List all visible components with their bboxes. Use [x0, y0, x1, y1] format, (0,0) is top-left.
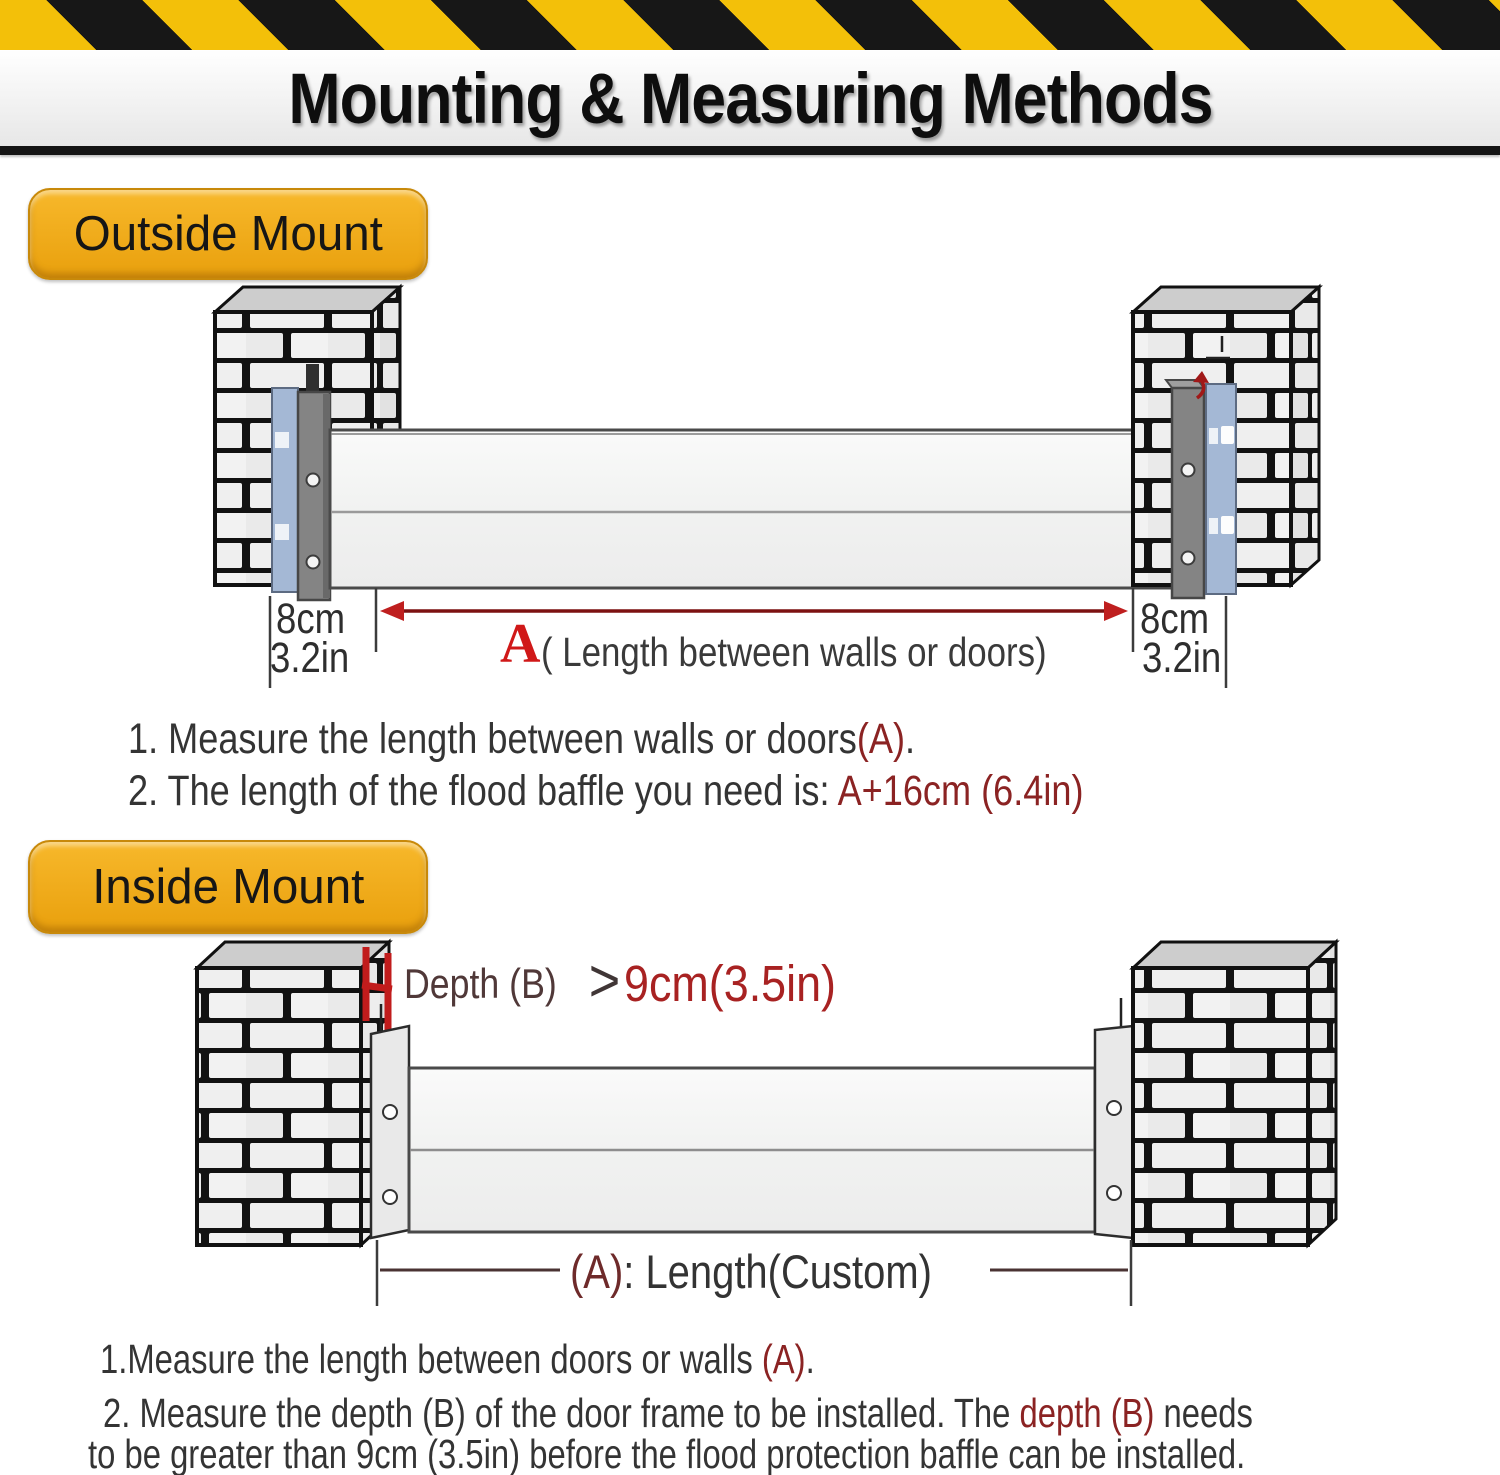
- outside-right-dim-in: 3.2in: [1142, 634, 1222, 682]
- pillar-front-face: [1133, 968, 1308, 1245]
- inside-instruction-2-needs: needs: [1154, 1390, 1253, 1436]
- baffle-panels: [330, 430, 1173, 588]
- pillar-top-face: [215, 287, 400, 312]
- outside-right-dim-cm: 8cm: [1140, 595, 1210, 643]
- inside-length-label: [570, 1247, 932, 1296]
- depth-value: 9cm(3.5in): [624, 955, 837, 1012]
- arrowhead-right: [1104, 601, 1128, 621]
- inside-instruction-2-accent: depth (B): [1019, 1390, 1155, 1436]
- inside-instruction-2-line2: to be greater than 9cm (3.5in) before the flood protection baffle can be installed.: [88, 1431, 1246, 1475]
- inside-instruction-1: [100, 1338, 815, 1381]
- depth-requirement-label: [404, 946, 865, 1021]
- seal-notch: [1221, 516, 1234, 534]
- seal-notch: [275, 524, 289, 540]
- outside-instruction-2-accent: A+16cm (6.4in): [837, 767, 1084, 815]
- outside-instruction-2-text: 2. The length of the flood baffle you need is:: [128, 767, 838, 815]
- outside-mount-badge-label: Outside Mount: [73, 207, 383, 261]
- inside-left-brick-pillar: [197, 942, 389, 1245]
- screw-hole: [383, 1190, 397, 1204]
- screw-hole: [307, 474, 320, 487]
- inside-right-brick-pillar: [1133, 942, 1336, 1245]
- screw-hole: [383, 1105, 397, 1119]
- pillar-top-face: [197, 942, 389, 968]
- pillar-front-face: [197, 968, 361, 1245]
- outside-left-seal-bracket: [272, 388, 330, 600]
- outside-flood-baffle: [330, 430, 1173, 588]
- outside-instruction-1-text: 1. Measure the length between walls or doors: [128, 715, 857, 763]
- inside-left-bracket: [371, 1026, 409, 1238]
- length-between-walls-label: ( Length between walls or doors): [541, 629, 1047, 675]
- greater-than-sign: >: [589, 947, 621, 1014]
- screw-hole: [1182, 552, 1195, 565]
- inside-instruction-2-text: 2. Measure the depth (B) of the door frame to be installed. The: [103, 1390, 1020, 1436]
- length-letter-a: A: [500, 613, 541, 675]
- pillar-top-face: [1133, 942, 1336, 968]
- inside-length-rest: : Length(Custom): [623, 1245, 932, 1298]
- arrowhead-left: [380, 601, 404, 621]
- pillar-side-face: [1291, 287, 1319, 585]
- pillar-side-face: [1308, 942, 1336, 1245]
- outside-instruction-2: [128, 769, 1084, 814]
- page-title: Mounting & Measuring Methods: [287, 58, 1213, 138]
- depth-marker-crossbar: [362, 985, 392, 989]
- seal-notch: [1209, 518, 1218, 534]
- outside-left-dim-in: 3.2in: [270, 634, 350, 682]
- pillar-top-face: [1133, 287, 1319, 312]
- outside-instruction-1-accent: (A): [856, 715, 905, 763]
- inside-flood-baffle: [409, 1068, 1095, 1232]
- screw-hole: [1107, 1101, 1121, 1115]
- mount-bracket: [1095, 1026, 1133, 1238]
- screw-hole: [1182, 464, 1195, 477]
- seal-strip: [1206, 384, 1236, 594]
- outside-instruction-1: [128, 717, 915, 762]
- mount-bracket: [371, 1026, 409, 1238]
- inside-mount-badge-label: Inside Mount: [91, 860, 365, 914]
- inside-instruction-2-line1: [103, 1392, 1253, 1435]
- inside-instruction-1-text: 1.Measure the length between doors or walls: [100, 1336, 762, 1382]
- screw-hole: [307, 556, 320, 569]
- seal-strip: [272, 388, 298, 592]
- mount-bracket: [1172, 388, 1204, 598]
- seal-notch: [1221, 426, 1234, 444]
- outside-instruction-1-period: .: [905, 715, 916, 763]
- outside-left-dim-cm: 8cm: [276, 595, 346, 643]
- depth-label: Depth (B): [404, 959, 567, 1007]
- inside-right-bracket: [1095, 998, 1133, 1238]
- seal-notch: [275, 432, 289, 448]
- inside-instruction-1-period: .: [805, 1336, 815, 1382]
- inside-instruction-1-accent: (A): [761, 1336, 806, 1382]
- outside-right-seal-bracket: [1166, 371, 1236, 598]
- screw-hole: [1107, 1186, 1121, 1200]
- inside-length-accent: (A): [570, 1245, 624, 1298]
- seal-notch: [1209, 428, 1218, 444]
